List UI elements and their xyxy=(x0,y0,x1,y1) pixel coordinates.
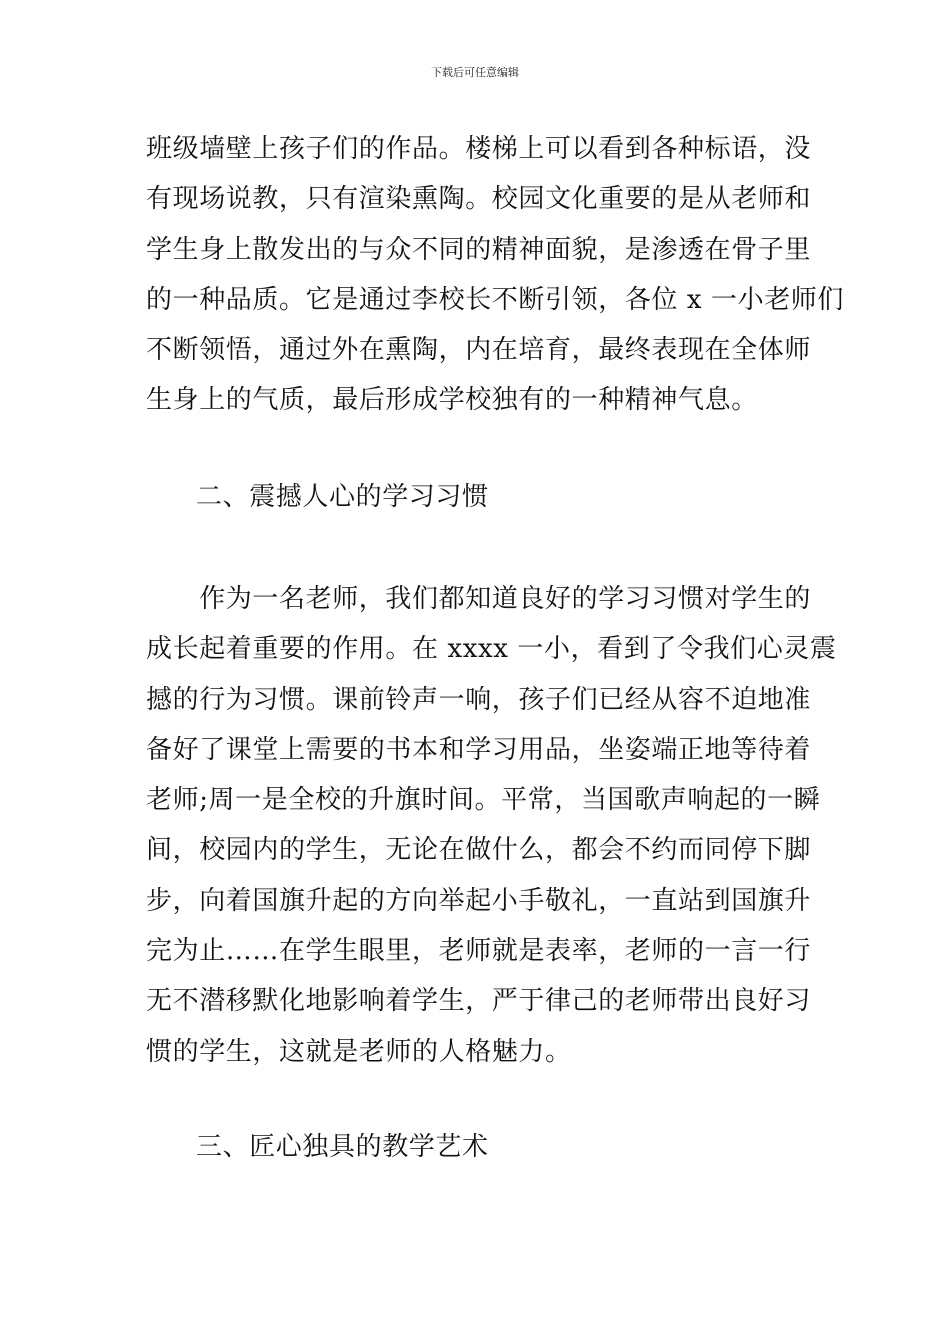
paragraph-study-habits xyxy=(146,574,837,1077)
paragraph-line: 步，向着国旗升起的方向举起小手敬礼，一直站到国旗升 xyxy=(146,885,812,916)
paragraph-line: 间，校园内的学生，无论在做什么，都会不约而同停下脚 xyxy=(146,835,812,866)
paragraph-line: 老师;周一是全校的升旗时间。平常，当国歌声响起的一瞬 xyxy=(146,785,821,816)
paragraph-line: 成长起着重要的作用。在 xxxx 一小，看到了令我们心灵震 xyxy=(146,634,837,665)
paragraph-line: 完为止……在学生眼里，老师就是表率，老师的一言一行 xyxy=(146,936,812,967)
paragraph-line: 惯的学生，这就是老师的人格魅力。 xyxy=(146,1036,572,1067)
section-heading-teaching-art: 三、匠心独具的教学艺术 xyxy=(196,1132,489,1162)
paragraph-line: 不断领悟，通过外在熏陶，内在培育，最终表现在全体师 xyxy=(146,335,812,366)
paragraph-line: 作为一名老师，我们都知道良好的学习习惯对学生的 xyxy=(146,584,812,614)
paragraph-line: 生身上的气质，最后形成学校独有的一种精神气息。 xyxy=(146,385,758,416)
paragraph-school-culture xyxy=(146,124,844,426)
paragraph-line: 班级墙壁上孩子们的作品。楼梯上可以看到各种标语，没 xyxy=(146,134,812,164)
section-heading-study-habits: 二、震撼人心的学习习惯 xyxy=(196,482,489,512)
page-header: 下载后可任意编辑 xyxy=(431,66,519,79)
paragraph-line: 无不潜移默化地影响着学生，严于律己的老师带出良好习 xyxy=(146,986,812,1017)
paragraph-line: 有现场说教，只有渲染熏陶。校园文化重要的是从老师和 xyxy=(146,184,812,215)
paragraph-line: 备好了课堂上需要的书本和学习用品，坐姿端正地等待着 xyxy=(146,734,812,765)
paragraph-line: 撼的行为习惯。课前铃声一响，孩子们已经从容不迫地准 xyxy=(146,684,812,715)
paragraph-line: 学生身上散发出的与众不同的精神面貌，是渗透在骨子里 xyxy=(146,234,812,265)
paragraph-line: 的一种品质。它是通过李校长不断引领，各位 x 一小老师们 xyxy=(146,284,844,315)
